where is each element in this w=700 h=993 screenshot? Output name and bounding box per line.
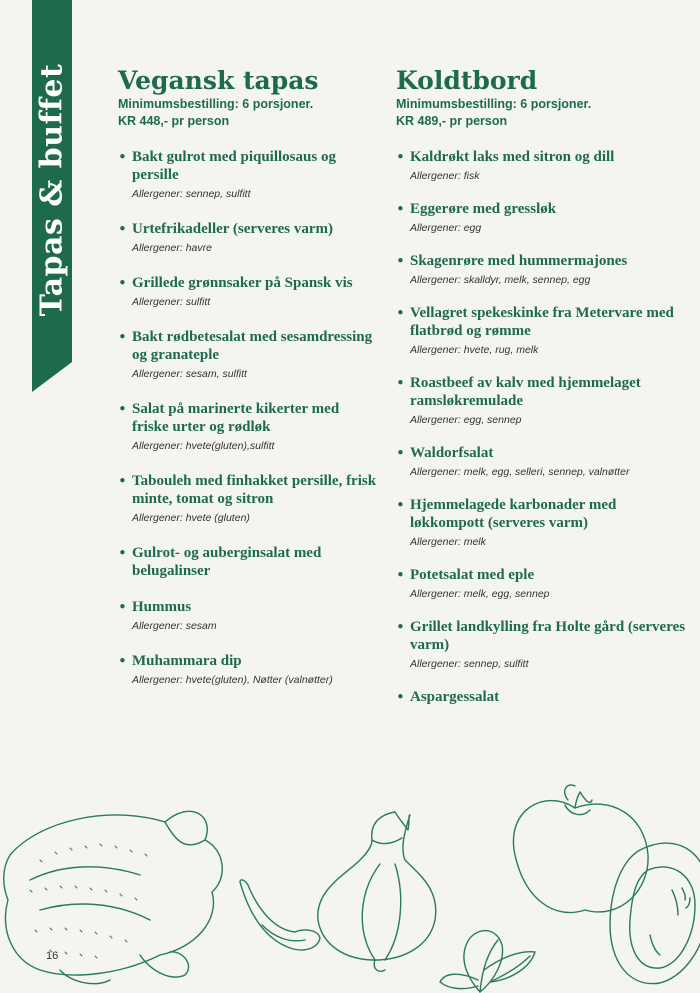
dish-allergens: Allergener: egg, sennep bbox=[410, 414, 522, 426]
dish-name: • Urtefrikadeller (serveres varm) bbox=[132, 221, 334, 237]
koldtbord-list bbox=[396, 148, 686, 706]
dish-name: • Kaldrøkt laks med sitron og dill bbox=[410, 149, 615, 165]
koldtbord-price: KR 489,- pr person bbox=[396, 114, 508, 128]
list-item bbox=[396, 688, 686, 706]
koldtbord-column bbox=[396, 66, 686, 722]
dish-allergens: Allergener: egg bbox=[410, 222, 482, 234]
dish-name: • Bakt gulrot med piquillosaus og persille bbox=[132, 149, 336, 183]
dish-name: • Vellagret spekeskinke fra Metervare med flatbrød og rømme bbox=[410, 305, 674, 339]
dish-allergens: Allergener: sesam, sulfitt bbox=[132, 368, 247, 380]
list-item bbox=[118, 472, 378, 526]
list-item bbox=[396, 304, 686, 358]
dish-allergens: Allergener: hvete(gluten),sulfitt bbox=[132, 440, 275, 452]
vegan-tapas-min-order: Minimumsbestilling: 6 porsjoner. bbox=[118, 97, 314, 111]
dish-allergens: Allergener: melk, egg, selleri, sennep, valnøtter bbox=[410, 466, 630, 478]
dish-name: • Muhammara dip bbox=[132, 653, 242, 669]
dish-name: • Waldorfsalat bbox=[410, 445, 494, 461]
list-item bbox=[118, 220, 378, 256]
list-item bbox=[118, 274, 378, 310]
list-item bbox=[396, 618, 686, 672]
dish-name: • Salat på marinerte kikerter med friske urter og rødløk bbox=[132, 401, 340, 435]
dish-allergens: Allergener: hvete (gluten) bbox=[132, 512, 250, 524]
vegan-tapas-list bbox=[118, 148, 378, 688]
dish-allergens: Allergener: fisk bbox=[410, 170, 480, 182]
chicken-illustration-icon bbox=[4, 811, 223, 983]
list-item bbox=[396, 566, 686, 602]
list-item bbox=[396, 496, 686, 550]
list-item bbox=[396, 200, 686, 236]
garlic-bulb-illustration-icon bbox=[318, 812, 436, 971]
vegan-tapas-title: Vegansk tapas bbox=[118, 66, 319, 95]
koldtbord-min-order: Minimumsbestilling: 6 porsjoner. bbox=[396, 97, 592, 111]
vegan-tapas-price: KR 448,- pr person bbox=[118, 114, 230, 128]
list-item bbox=[118, 148, 378, 202]
food-illustration bbox=[0, 760, 700, 993]
dish-name: • Gulrot- og auberginsalat med belugalinser bbox=[132, 545, 322, 579]
list-item bbox=[118, 652, 378, 688]
apple-illustration-icon bbox=[513, 785, 648, 913]
dish-name: • Potetsalat med eple bbox=[410, 567, 535, 583]
list-item bbox=[396, 252, 686, 288]
dish-allergens: Allergener: sulfitt bbox=[132, 296, 211, 308]
dish-allergens: Allergener: hvete, rug, melk bbox=[410, 344, 539, 356]
dish-name: • Hjemmelagede karbonader med løkkompott (serveres varm) bbox=[410, 497, 617, 531]
dish-allergens: Allergener: skalldyr, melk, sennep, egg bbox=[410, 274, 591, 286]
dish-allergens: Allergener: sesam bbox=[132, 620, 217, 632]
dish-allergens: Allergener: havre bbox=[132, 242, 212, 254]
dish-name: • Skagenrøre med hummermajones bbox=[410, 253, 628, 269]
dish-name: • Roastbeef av kalv med hjemmelaget ramsløkremulade bbox=[410, 375, 641, 409]
dish-allergens: Allergener: hvete(gluten), Nøtter (valnøtter) bbox=[132, 674, 333, 686]
garlic-clove-illustration-icon bbox=[240, 880, 320, 950]
list-item bbox=[396, 374, 686, 428]
dish-allergens: Allergener: melk, egg, sennep bbox=[410, 588, 550, 600]
page-number: 16 bbox=[46, 950, 59, 962]
list-item bbox=[118, 328, 378, 382]
dish-allergens: Allergener: sennep, sulfitt bbox=[410, 658, 529, 670]
dish-name: • Aspargessalat bbox=[410, 689, 500, 705]
vegan-tapas-column bbox=[118, 66, 378, 706]
section-banner bbox=[32, 0, 72, 362]
section-title: Tapas & buffet bbox=[34, 63, 70, 317]
dish-name: • Bakt rødbetesalat med sesamdressing og granateple bbox=[132, 329, 373, 363]
list-item bbox=[396, 444, 686, 480]
list-item bbox=[118, 544, 378, 580]
list-item bbox=[396, 148, 686, 184]
list-item bbox=[118, 400, 378, 454]
list-item bbox=[118, 598, 378, 634]
koldtbord-title: Koldtbord bbox=[396, 66, 538, 95]
dish-name: • Eggerøre med gressløk bbox=[410, 201, 557, 217]
apple-half-illustration-icon bbox=[610, 843, 700, 984]
dish-allergens: Allergener: melk bbox=[410, 536, 486, 548]
dish-allergens: Allergener: sennep, sulfitt bbox=[132, 188, 251, 200]
dish-name: • Grillet landkylling fra Holte gård (serveres varm) bbox=[410, 619, 686, 653]
dish-name: • Hummus bbox=[132, 599, 192, 615]
dish-name: • Tabouleh med finhakket persille, frisk minte, tomat og sitron bbox=[132, 473, 377, 507]
dish-name: • Grillede grønnsaker på Spansk vis bbox=[132, 275, 353, 291]
basil-leaves-illustration-icon bbox=[440, 931, 535, 992]
